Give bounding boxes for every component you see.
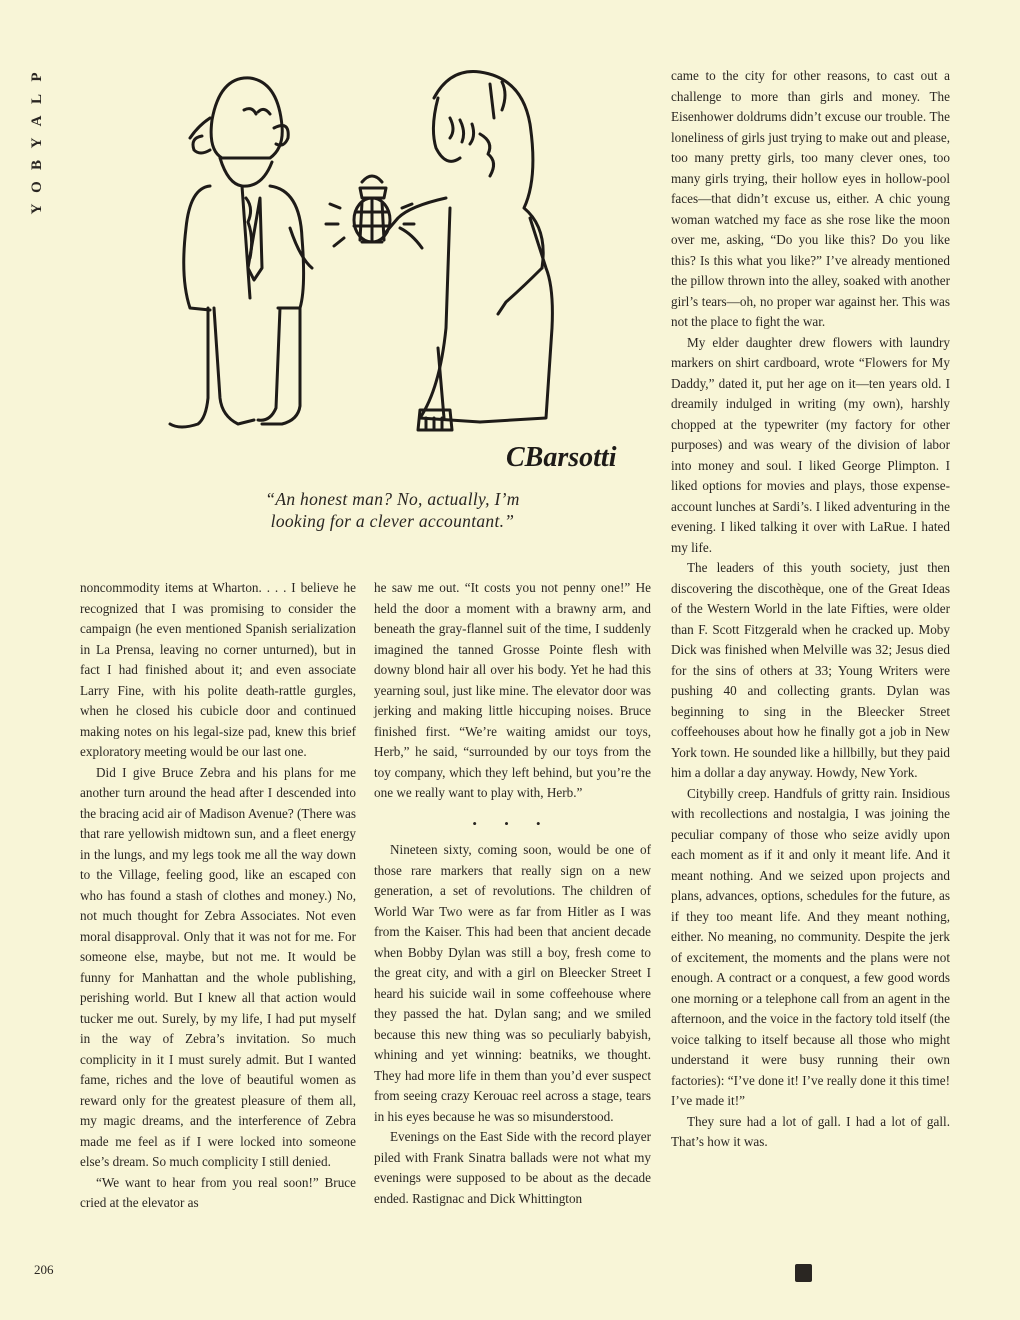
text-column-3	[671, 66, 950, 1153]
caption-line: “An honest man? No, actually, I’m	[265, 489, 520, 509]
cartoon-caption	[190, 488, 595, 532]
masthead-letter: Y	[29, 203, 45, 215]
masthead-letter: B	[29, 160, 45, 171]
cartoonist-signature: CBarsotti	[506, 442, 617, 473]
paragraph: he saw me out. “It costs you not penny one!” He held the door a moment with a brawny arm, and beneath the gray-flannel suit of the time, I suddenly imagined the tanned Grosse Pointe flesh with downy blond hair all over his body. Yet he had this yearning soul, just like mine. The elevator door was jerking and making little hiccuping noises. Bruce finished first. “We’re waiting amidst our toys, Herb,” he said, “surrounded by our toys from the toy company, which they left behind, but you’re the one we really want to play with, Herb.”	[374, 580, 651, 800]
paragraph: Citybilly creep. Handfuls of gritty rain. Insidious with recollections and nostalgia, I was joining the peculiar company of those who seize avidly upon each moment as if it and only it meant life. And it meant nothing. And we seized upon projects and plans, advances, options, schedules for the future, as if they too meant life. And they meant nothing, either. No meaning, no community. Despite the jerk of excitement, the moments and the plans were not enough. A contract or a conquest, a few good words one morning or a telephone call from an agent in the afternoon, and the voice in the factory told itself (the voice talking to itself because all those who might understand it were busy running their own factories): “I’ve done it! I’ve really done it this time! I’ve made it!”	[671, 785, 950, 1108]
end-mark-icon	[795, 1264, 812, 1282]
paragraph: The leaders of this youth society, just then discovering the discothèque, one of the Great Ideas of the Western World in the late Fifties, were older than F. Scott Fitzgerald when he cracked up. Moby Dick was finished when Melville was 32; Jesus died for the sins of others at 33; Young Writers were pushing 40 and collecting grants. Dylan was beginning to sing in the Bleecker Street coffeehouses about how he finally got a job in New York town. He sounded like a hillbilly, but they paid him a dollar a day anyway. Howdy, New York.	[671, 560, 950, 780]
magazine-masthead	[26, 66, 48, 220]
cartoon-man	[170, 78, 312, 427]
caption-line: looking for a clever accountant.”	[270, 511, 515, 531]
paragraph: My elder daughter drew flowers with laundry markers on shirt cardboard, wrote “Flowers for My Daddy,” dated it, put her age on it—ten years old. I dreamily indulged in writing (my own), harshly chopped at the typewriter (my factory for other purposes) and was weary of the division of labor into money and soul. I liked George Plimpton. I liked options for movies and plays, those expense-account lunches at Sardi’s. I liked adventuring in the evening. I liked talking it over with LaRue. I hated my life.	[671, 334, 950, 555]
cartoon-woman	[386, 72, 552, 430]
section-separator: • • •	[472, 815, 553, 831]
paragraph: noncommodity items at Wharton. . . . I believe he recognized that I was promising to consider the campaign (he even mentioned Spanish serialization in La Prensa, leaving no corner unturned), but in fact I had finished about it; and even associate Larry Fine, with his polite death-rattle gurgles, when he closed his cubicle door and continued making notes on his legal-size pad, knew this brief exploratory meeting would be our last one.	[80, 580, 356, 759]
masthead-letter: A	[29, 115, 45, 127]
paragraph: Evenings on the East Side with the record player piled with Frank Sinatra ballads were not what my evenings were supposed to be about as the decade ended. Rastignac and Dick Whittington	[374, 1129, 651, 1206]
paragraph: Nineteen sixty, coming soon, would be one of those rare markers that really sign on a new generation, a set of revolutions. The children of World War Two were as far from Hitler as I was from the Kaiser. This had been that ancient decade when Bobby Dylan was still a boy, fresh come to the great city, and with a girl on Bleecker Street I heard his suicide wail in some coffeehouse where they passed the hat. Dylan sang; and we smiled because this new thing was so peculiarly babyish, whining and yet winning: beatniks, we thought. They had more life in them than you’d ever suspect from seeing crazy Kerouac reel across a stage, tears in his eyes because he was so misunderstood.	[374, 842, 651, 1124]
paragraph: “We want to hear from you real soon!” Bruce cried at the elevator as	[80, 1174, 356, 1210]
paragraph: came to the city for other reasons, to cast out a challenge to more than girls and money. The Eisenhower doldrums didn’t excuse our trouble. The loneliness of girls just trying to make out and please, too many pretty girls, too many clever ones, too many girls trying, their hollow eyes in hollow-pool faces—that didn’t excuse us, either. A chic young woman watched my face as she rose like the moon over me, asking, “Do you like this? Do you like this? Is this what you like?” I’ve already mentioned the pillow thrown into the alley, soaked with another girl’s tears—oh, no proper war against her. This was not the place to fight the war.	[671, 68, 950, 329]
text-column-2	[374, 578, 651, 1209]
paragraph: Did I give Bruce Zebra and his plans for me another turn around the head after I descended into the bracing acid air of Madison Avenue? (There was that rare yellowish midtown sun, and a fleet energy in the lungs, and my legs took me all the way down to the Village, feeling good, like an escaped con who has found a stash of clothes and money.) No, not much thought for Zebra Associates. Not even moral disapproval. Only that it was not for me. For someone else, maybe, but not me. It would be funny for Manhattan and the whole publishing, perishing world. But I knew all that action would tucker me out. Surely, by my life, I had put myself in the way of Zebra’s invitation. So much complicity in it I must surely admit. But I wanted fame, riches and the love of beautiful women as reward only for the greatest pleasure of them all, my magic dreams, and the interference of Zebra made me feel as if I were locked into someone else’s dream. So much complicity I still denied.	[80, 764, 356, 1169]
paragraph: They sure had a lot of gall. I had a lot of gall. That’s how it was.	[671, 1113, 950, 1149]
masthead-letter: Y	[29, 137, 45, 149]
lantern-icon	[326, 176, 414, 246]
masthead-letter: L	[29, 94, 45, 105]
cartoon-illustration	[150, 58, 640, 478]
masthead-letter: P	[29, 72, 45, 82]
text-column-1	[80, 578, 356, 1214]
page-number: 206	[34, 1262, 54, 1277]
masthead-letter: O	[29, 181, 45, 193]
